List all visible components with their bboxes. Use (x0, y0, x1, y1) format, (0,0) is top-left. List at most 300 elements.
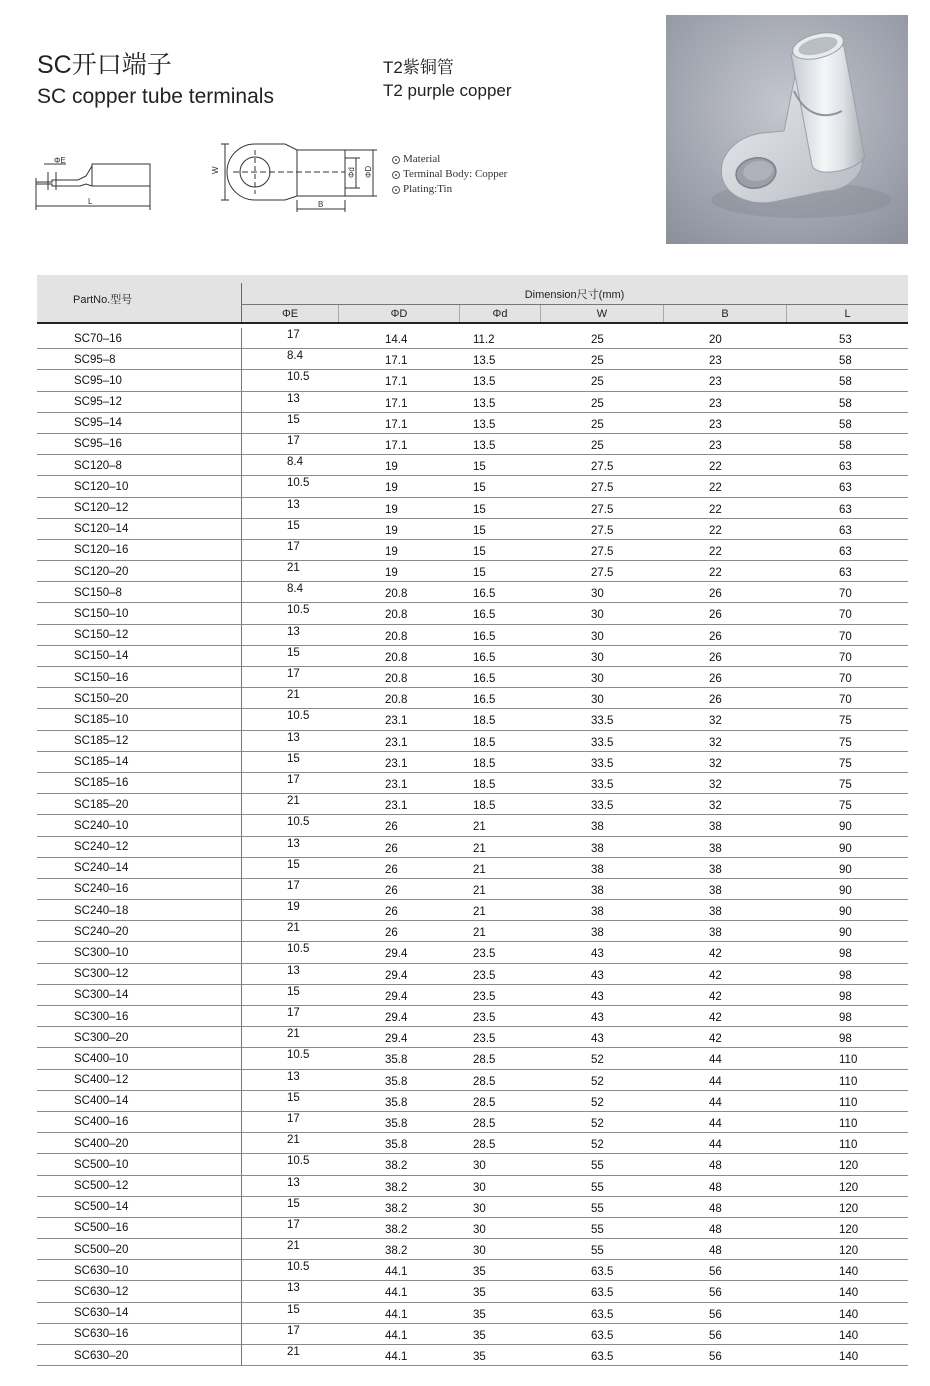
e-cell: 17 (287, 1112, 300, 1125)
d-large-cell: 23.1 (385, 800, 408, 813)
w-cell: 52 (591, 1054, 604, 1067)
b-cell: 22 (709, 545, 722, 558)
table-row (37, 879, 908, 900)
d-large-cell: 26 (385, 821, 398, 834)
d-small-cell: 15 (473, 461, 486, 474)
table-row (37, 625, 908, 646)
e-cell: 13 (287, 1176, 300, 1189)
e-cell: 15 (287, 1091, 300, 1104)
column-divider (241, 1281, 242, 1302)
e-cell: 17 (287, 773, 300, 786)
part-number-cell: SC400–16 (74, 1116, 129, 1129)
e-cell: 17 (287, 1007, 300, 1019)
d-large-cell: 38.2 (385, 1181, 408, 1194)
column-divider (241, 646, 242, 667)
w-cell: 30 (591, 651, 604, 664)
d-large-cell: 38.2 (385, 1202, 408, 1215)
d-small-cell: 16.5 (473, 694, 496, 707)
d-small-cell: 35 (473, 1308, 486, 1321)
column-divider (241, 349, 242, 370)
l-cell: 63 (839, 503, 852, 516)
b-cell: 44 (709, 1139, 722, 1152)
table-row (37, 1197, 908, 1218)
column-divider (241, 392, 242, 413)
column-divider (241, 476, 242, 497)
d-large-cell: 20.8 (385, 673, 408, 685)
w-cell: 43 (591, 969, 604, 982)
e-cell: 10.5 (287, 371, 310, 384)
w-cell: 25 (591, 418, 604, 431)
column-divider (241, 900, 242, 921)
table-row (37, 921, 908, 942)
part-number-cell: SC300–12 (74, 968, 129, 981)
l-cell: 90 (839, 884, 852, 897)
e-cell: 17 (287, 329, 300, 341)
material-title-cn: T2紫铜管 (383, 58, 454, 77)
b-cell: 44 (709, 1075, 722, 1088)
part-number-cell: SC240–16 (74, 883, 129, 896)
d-small-cell: 16.5 (473, 630, 496, 643)
e-cell: 15 (287, 752, 300, 765)
b-cell: 26 (709, 630, 722, 643)
column-divider (241, 688, 242, 709)
w-cell: 30 (591, 694, 604, 707)
b-cell: 48 (709, 1181, 722, 1194)
table-row (37, 1281, 908, 1302)
material-note-text: Terminal Body: Copper (403, 168, 508, 180)
col-header-e: ΦE (281, 307, 299, 320)
table-row (37, 455, 908, 476)
d-large-cell: 17.1 (385, 397, 408, 410)
b-cell: 22 (709, 503, 722, 516)
b-cell: 44 (709, 1117, 722, 1130)
d-small-cell: 23.5 (473, 948, 496, 961)
d-large-cell: 35.8 (385, 1075, 408, 1088)
e-cell: 21 (287, 1134, 300, 1147)
w-cell: 55 (591, 1181, 604, 1194)
e-cell: 13 (287, 731, 300, 744)
b-cell: 26 (709, 694, 722, 707)
table-body (37, 328, 908, 1366)
d-small-cell: 16.5 (473, 651, 496, 664)
column-divider (241, 773, 242, 794)
part-number-cell: SC240–14 (74, 862, 129, 875)
part-number-cell: SC150–12 (74, 629, 129, 642)
l-cell: 90 (839, 821, 852, 834)
e-cell: 19 (287, 901, 300, 914)
part-number-cell: SC120–16 (74, 544, 129, 557)
column-divider (241, 1176, 242, 1197)
circle-bullet-icon (392, 186, 400, 194)
l-cell: 75 (839, 736, 852, 749)
part-number-cell: SC300–10 (74, 946, 129, 959)
d-small-cell: 16.5 (473, 588, 496, 601)
column-divider (241, 582, 242, 603)
d-large-cell: 38.2 (385, 1245, 408, 1258)
l-cell: 90 (839, 906, 852, 919)
material-note (392, 167, 507, 182)
d-small-cell: 18.5 (473, 715, 496, 728)
b-cell: 23 (709, 355, 722, 368)
l-cell: 110 (839, 1054, 858, 1067)
table-row (37, 519, 908, 540)
table-row (37, 752, 908, 773)
table-row (37, 942, 908, 963)
table-row (37, 1091, 908, 1112)
l-cell: 75 (839, 757, 852, 770)
l-cell: 70 (839, 673, 852, 685)
part-number-cell: SC500–16 (74, 1222, 129, 1235)
l-cell: 90 (839, 927, 852, 940)
b-cell: 32 (709, 757, 722, 770)
d-large-cell: 17.1 (385, 439, 408, 452)
part-number-cell: SC95–16 (74, 438, 122, 451)
col-header-l: L (844, 307, 851, 320)
b-cell: 48 (709, 1160, 722, 1173)
d-small-cell: 18.5 (473, 800, 496, 813)
d-small-cell: 21 (473, 863, 486, 876)
d-small-cell: 23.5 (473, 990, 496, 1003)
side-view-drawing (30, 150, 160, 214)
b-cell: 42 (709, 948, 722, 961)
l-cell: 90 (839, 863, 852, 876)
b-cell: 56 (709, 1329, 722, 1342)
table-row (37, 794, 908, 815)
d-large-cell: 19 (385, 545, 398, 558)
d-large-cell: 29.4 (385, 948, 408, 961)
e-cell: 17 (287, 1218, 300, 1231)
front-label-d-small: Φd (347, 167, 356, 178)
d-small-cell: 35 (473, 1329, 486, 1342)
part-number-cell: SC185–20 (74, 798, 129, 811)
material-title-en: T2 purple copper (383, 81, 512, 100)
w-cell: 38 (591, 842, 604, 855)
column-divider (241, 561, 242, 582)
d-large-cell: 26 (385, 927, 398, 940)
w-cell: 52 (591, 1117, 604, 1130)
table-row (37, 328, 908, 349)
side-label-e: ΦE (54, 156, 66, 165)
w-cell: 33.5 (591, 778, 614, 791)
e-cell: 21 (287, 1240, 300, 1253)
w-cell: 38 (591, 884, 604, 897)
e-cell: 10.5 (287, 1261, 310, 1274)
e-cell: 15 (287, 519, 300, 532)
column-divider (241, 985, 242, 1006)
e-cell: 17 (287, 668, 300, 680)
table-row (37, 603, 908, 624)
w-cell: 30 (591, 609, 604, 622)
b-cell: 38 (709, 906, 722, 919)
b-cell: 26 (709, 609, 722, 622)
e-cell: 15 (287, 1197, 300, 1210)
d-small-cell: 23.5 (473, 1012, 496, 1024)
d-large-cell: 23.1 (385, 715, 408, 728)
d-large-cell: 29.4 (385, 969, 408, 982)
d-large-cell: 20.8 (385, 588, 408, 601)
part-number-cell: SC120–10 (74, 480, 129, 493)
d-large-cell: 26 (385, 863, 398, 876)
d-small-cell: 15 (473, 503, 486, 516)
d-large-cell: 29.4 (385, 1012, 408, 1024)
part-number-cell: SC240–12 (74, 841, 129, 853)
d-large-cell: 44.1 (385, 1308, 408, 1321)
column-divider (241, 498, 242, 519)
l-cell: 110 (839, 1096, 858, 1109)
d-large-cell: 44.1 (385, 1351, 408, 1363)
table-row (37, 434, 908, 455)
column-divider (241, 1006, 242, 1027)
l-cell: 63 (839, 567, 852, 580)
l-cell: 63 (839, 482, 852, 495)
part-number-cell: SC120–8 (74, 459, 122, 472)
d-large-cell: 29.4 (385, 1033, 408, 1046)
w-cell: 33.5 (591, 757, 614, 770)
column-divider (241, 1133, 242, 1154)
part-number-cell: SC150–16 (74, 671, 129, 684)
part-number-cell: SC150–8 (74, 586, 122, 599)
part-number-cell: SC185–10 (74, 713, 129, 726)
e-cell: 21 (287, 795, 300, 808)
e-cell: 15 (287, 413, 300, 426)
col-header-d-small: Φd (492, 307, 508, 320)
d-large-cell: 29.4 (385, 990, 408, 1003)
column-divider (241, 370, 242, 391)
d-large-cell: 26 (385, 906, 398, 919)
b-cell: 42 (709, 990, 722, 1003)
column-divider (241, 794, 242, 815)
e-cell: 13 (287, 498, 300, 511)
b-cell: 23 (709, 418, 722, 431)
b-cell: 22 (709, 524, 722, 537)
part-number-cell: SC400–14 (74, 1095, 129, 1108)
table-row (37, 1260, 908, 1281)
table-row (37, 1176, 908, 1197)
w-cell: 63.5 (591, 1266, 614, 1279)
table-row (37, 540, 908, 561)
w-cell: 27.5 (591, 461, 614, 474)
d-large-cell: 23.1 (385, 757, 408, 770)
column-divider (241, 752, 242, 773)
part-number-cell: SC150–14 (74, 650, 129, 663)
d-small-cell: 28.5 (473, 1054, 496, 1067)
b-cell: 56 (709, 1351, 722, 1363)
part-number-cell: SC630–10 (74, 1264, 129, 1277)
front-label-w: W (211, 166, 220, 174)
b-cell: 20 (709, 334, 722, 346)
e-cell: 10.5 (287, 816, 310, 829)
l-cell: 120 (839, 1181, 859, 1194)
part-number-cell: SC500–20 (74, 1243, 129, 1256)
d-small-cell: 21 (473, 906, 486, 919)
w-cell: 30 (591, 630, 604, 643)
column-divider (241, 625, 242, 646)
front-view-drawing (205, 138, 390, 216)
circle-bullet-icon (392, 156, 400, 164)
l-cell: 70 (839, 588, 852, 601)
d-small-cell: 30 (473, 1223, 486, 1236)
part-number-cell: SC95–10 (74, 374, 122, 387)
w-cell: 27.5 (591, 482, 614, 495)
part-number-cell: SC300–20 (74, 1031, 129, 1044)
part-number-cell: SC185–16 (74, 777, 129, 790)
column-divider (241, 1027, 242, 1048)
l-cell: 70 (839, 609, 852, 622)
table-row (37, 1239, 908, 1260)
e-cell: 21 (287, 922, 300, 935)
b-cell: 23 (709, 397, 722, 410)
b-cell: 23 (709, 376, 722, 389)
b-cell: 32 (709, 715, 722, 728)
column-divider (241, 1239, 242, 1260)
b-cell: 38 (709, 821, 722, 834)
column-divider (241, 1218, 242, 1239)
material-note (392, 152, 507, 167)
b-cell: 26 (709, 673, 722, 685)
w-cell: 33.5 (591, 800, 614, 813)
b-cell: 32 (709, 778, 722, 791)
d-small-cell: 16.5 (473, 673, 496, 685)
l-cell: 120 (839, 1223, 859, 1236)
e-cell: 17 (287, 434, 300, 447)
part-number-cell: SC400–10 (74, 1052, 129, 1065)
w-cell: 25 (591, 334, 604, 346)
table-row (37, 1070, 908, 1091)
b-cell: 42 (709, 1033, 722, 1046)
d-small-cell: 35 (473, 1287, 486, 1300)
part-number-cell: SC240–18 (74, 904, 129, 917)
e-cell: 13 (287, 837, 300, 850)
d-large-cell: 35.8 (385, 1117, 408, 1130)
w-cell: 52 (591, 1075, 604, 1088)
d-small-cell: 23.5 (473, 1033, 496, 1046)
b-cell: 56 (709, 1266, 722, 1279)
l-cell: 120 (839, 1245, 859, 1258)
d-large-cell: 35.8 (385, 1096, 408, 1109)
w-cell: 63.5 (591, 1287, 614, 1300)
b-cell: 48 (709, 1223, 722, 1236)
d-large-cell: 14.4 (385, 334, 408, 346)
d-small-cell: 35 (473, 1266, 486, 1279)
table-header (37, 275, 908, 324)
part-number-cell: SC300–14 (74, 989, 129, 1002)
column-divider (241, 603, 242, 624)
table-row (37, 646, 908, 667)
e-cell: 10.5 (287, 1049, 310, 1062)
e-cell: 21 (287, 1346, 300, 1358)
column-divider (241, 815, 242, 836)
d-large-cell: 17.1 (385, 355, 408, 368)
column-divider (241, 879, 242, 900)
d-small-cell: 11.2 (473, 334, 495, 346)
w-cell: 33.5 (591, 736, 614, 749)
e-cell: 13 (287, 1282, 300, 1295)
d-small-cell: 30 (473, 1245, 486, 1258)
l-cell: 58 (839, 355, 852, 368)
part-number-cell: SC150–10 (74, 607, 129, 620)
part-number-cell: SC120–14 (74, 523, 129, 536)
w-cell: 43 (591, 1012, 604, 1024)
b-cell: 38 (709, 884, 722, 897)
table-row (37, 413, 908, 434)
e-cell: 17 (287, 879, 300, 892)
table-row (37, 1006, 908, 1027)
b-cell: 22 (709, 482, 722, 495)
d-large-cell: 44.1 (385, 1287, 408, 1300)
column-divider (241, 455, 242, 476)
column-divider (241, 413, 242, 434)
b-cell: 38 (709, 927, 722, 940)
column-divider (241, 1091, 242, 1112)
b-cell: 56 (709, 1287, 722, 1300)
column-divider (241, 1197, 242, 1218)
part-number-cell: SC240–10 (74, 819, 129, 832)
d-small-cell: 28.5 (473, 1075, 496, 1088)
table-row (37, 773, 908, 794)
table-row (37, 370, 908, 391)
d-large-cell: 17.1 (385, 376, 408, 389)
part-number-cell: SC185–12 (74, 735, 129, 748)
d-large-cell: 20.8 (385, 609, 408, 622)
w-cell: 25 (591, 355, 604, 368)
l-cell: 58 (839, 439, 852, 452)
table-row (37, 1154, 908, 1175)
w-cell: 52 (591, 1096, 604, 1109)
material-note-text: Material (403, 153, 441, 165)
w-cell: 43 (591, 948, 604, 961)
b-cell: 42 (709, 1012, 722, 1024)
l-cell: 75 (839, 800, 852, 813)
column-divider (241, 434, 242, 455)
b-cell: 42 (709, 969, 722, 982)
w-cell: 43 (591, 1033, 604, 1046)
e-cell: 15 (287, 858, 300, 871)
w-cell: 43 (591, 990, 604, 1003)
column-divider (241, 1345, 242, 1366)
b-cell: 44 (709, 1096, 722, 1109)
d-large-cell: 19 (385, 567, 398, 580)
front-label-b: B (318, 200, 324, 209)
d-small-cell: 15 (473, 524, 486, 537)
spec-table (37, 275, 908, 1366)
l-cell: 98 (839, 990, 852, 1003)
column-divider (241, 519, 242, 540)
e-cell: 15 (287, 646, 300, 659)
l-cell: 90 (839, 842, 852, 855)
part-number-cell: SC70–16 (74, 332, 122, 345)
part-number-cell: SC120–20 (74, 565, 129, 578)
e-cell: 10.5 (287, 943, 310, 956)
b-cell: 26 (709, 651, 722, 664)
table-row (37, 731, 908, 752)
d-small-cell: 13.5 (473, 355, 496, 368)
l-cell: 63 (839, 545, 852, 558)
d-large-cell: 23.1 (385, 736, 408, 749)
part-number-cell: SC300–16 (74, 1010, 129, 1023)
d-small-cell: 28.5 (473, 1139, 496, 1152)
d-small-cell: 13.5 (473, 439, 496, 452)
d-small-cell: 15 (473, 482, 486, 495)
d-large-cell: 19 (385, 482, 398, 495)
e-cell: 10.5 (287, 1155, 310, 1168)
b-cell: 38 (709, 863, 722, 876)
column-divider (241, 328, 242, 349)
d-small-cell: 15 (473, 567, 486, 580)
column-divider (241, 1048, 242, 1069)
w-cell: 63.5 (591, 1351, 614, 1363)
part-number-cell: SC185–14 (74, 756, 129, 769)
l-cell: 98 (839, 969, 852, 982)
